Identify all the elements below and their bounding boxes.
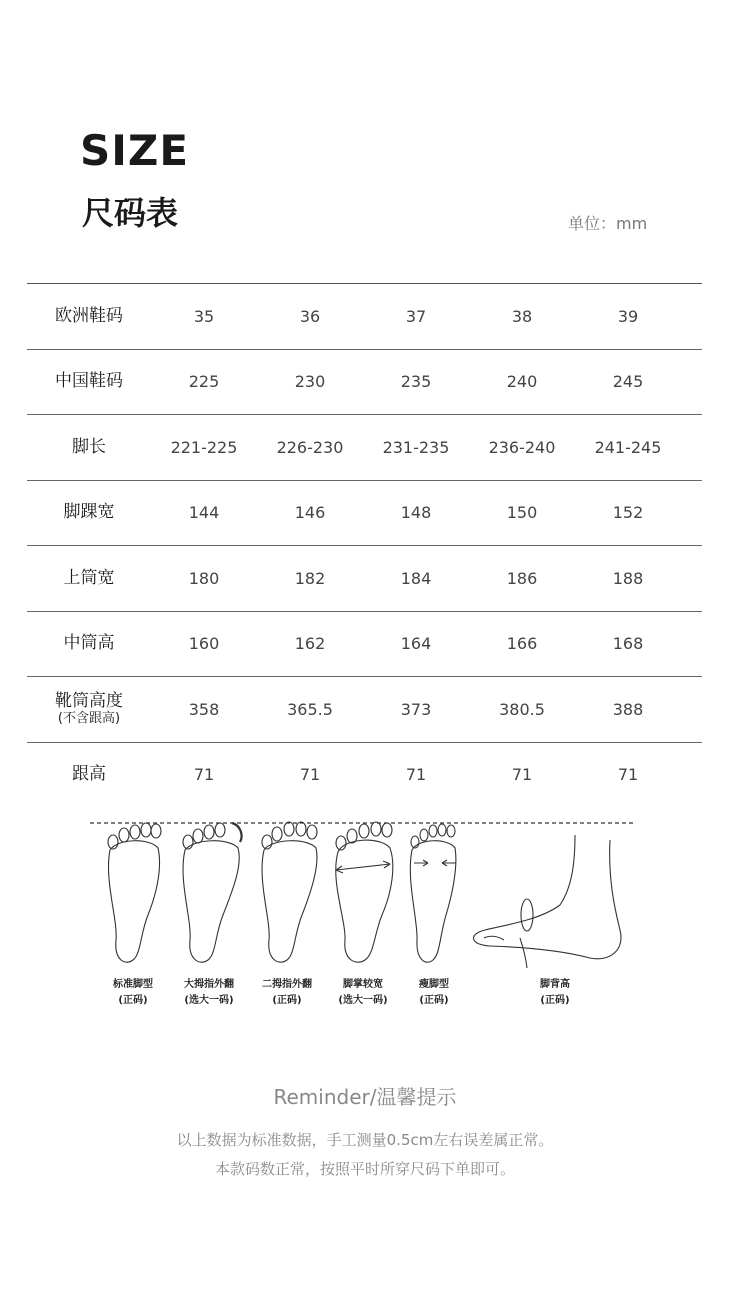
foot-name: 二拇指外翻 xyxy=(262,979,312,990)
foot-note: (正码) xyxy=(118,995,148,1006)
table-cell: 231-235 xyxy=(382,437,450,457)
table-cell: 186 xyxy=(506,568,538,588)
foot-label-slim xyxy=(389,977,479,1009)
table-cell: 226-230 xyxy=(276,437,344,457)
foot-note: (正码) xyxy=(540,995,570,1006)
foot-slim-icon xyxy=(410,824,456,962)
table-row xyxy=(27,284,702,350)
table-row xyxy=(27,481,702,547)
row-label xyxy=(27,692,151,726)
table-cell: 71 xyxy=(193,765,215,785)
table-cell: 380.5 xyxy=(499,699,545,719)
unit-label: 单位：mm xyxy=(568,214,648,233)
table-row xyxy=(27,350,702,416)
table-cell: 39 xyxy=(617,306,639,326)
table-row xyxy=(27,612,702,678)
row-label: 欧洲鞋码 xyxy=(55,305,123,326)
table-cell: 146 xyxy=(294,503,326,523)
foot-wide-icon xyxy=(336,822,393,962)
table-cell: 180 xyxy=(188,568,220,588)
row-label-main: 靴筒高度 xyxy=(55,691,123,712)
table-cell: 230 xyxy=(294,372,326,392)
table-cell: 168 xyxy=(612,634,644,654)
table-cell: 358 xyxy=(188,699,220,719)
table-cell: 162 xyxy=(294,634,326,654)
table-cell: 160 xyxy=(188,634,220,654)
table-cell: 241-245 xyxy=(594,437,662,457)
foot-name: 大拇指外翻 xyxy=(184,979,234,990)
table-row xyxy=(27,546,702,612)
reminder-title: Reminder/温馨提示 xyxy=(273,1085,457,1109)
foot-name: 脚掌较宽 xyxy=(343,979,383,990)
table-cell: 240 xyxy=(506,372,538,392)
table-cell: 182 xyxy=(294,568,326,588)
page-title-cn: 尺码表 xyxy=(82,194,179,232)
foot-name: 脚背高 xyxy=(540,979,570,990)
table-cell: 245 xyxy=(612,372,644,392)
table-row xyxy=(27,677,702,743)
table-cell: 71 xyxy=(405,765,427,785)
table-cell: 225 xyxy=(188,372,220,392)
foot-high-instep-icon xyxy=(474,835,621,968)
foot-note: (正码) xyxy=(419,995,449,1006)
table-cell: 221-225 xyxy=(170,437,238,457)
row-label: 脚踝宽 xyxy=(63,502,115,523)
foot-label-bunion xyxy=(164,977,254,1009)
table-cell: 188 xyxy=(612,568,644,588)
table-cell: 71 xyxy=(299,765,321,785)
foot-standard-icon xyxy=(108,823,161,962)
foot-types-illustration xyxy=(0,810,730,980)
table-cell: 235 xyxy=(400,372,432,392)
row-label: 中国鞋码 xyxy=(55,371,123,392)
row-label: 跟高 xyxy=(72,764,106,785)
size-table xyxy=(27,283,702,807)
foot-note: (选大一码) xyxy=(338,995,388,1006)
table-row xyxy=(27,415,702,481)
reminder-line-2: 本款码数正常，按照平时所穿尺码下单即可。 xyxy=(214,1160,515,1178)
page-title-en: SIZE xyxy=(80,126,190,175)
table-cell: 150 xyxy=(506,503,538,523)
table-cell: 365.5 xyxy=(287,699,333,719)
foot-note: (选大一码) xyxy=(184,995,234,1006)
table-cell: 184 xyxy=(400,568,432,588)
row-label-sub: (不含跟高) xyxy=(57,711,121,727)
foot-bunion-icon xyxy=(183,823,242,962)
table-cell: 388 xyxy=(612,699,644,719)
table-cell: 164 xyxy=(400,634,432,654)
table-row xyxy=(27,743,702,808)
table-cell: 71 xyxy=(617,765,639,785)
table-cell: 38 xyxy=(511,306,533,326)
foot-name: 瘦脚型 xyxy=(419,979,449,990)
table-cell: 35 xyxy=(193,306,215,326)
table-cell: 236-240 xyxy=(488,437,556,457)
table-cell: 166 xyxy=(506,634,538,654)
table-cell: 152 xyxy=(612,503,644,523)
foot-note: (正码) xyxy=(272,995,302,1006)
table-cell: 71 xyxy=(511,765,533,785)
table-cell: 148 xyxy=(400,503,432,523)
foot-second-toe-icon xyxy=(262,822,317,962)
table-cell: 373 xyxy=(400,699,432,719)
row-label: 脚长 xyxy=(72,436,106,457)
reminder-line-1: 以上数据为标准数据，手工测量0.5cm左右误差属正常。 xyxy=(176,1131,554,1149)
row-label: 上筒宽 xyxy=(63,567,115,588)
table-cell: 37 xyxy=(405,306,427,326)
row-label: 中筒高 xyxy=(63,633,115,654)
foot-label-high-instep xyxy=(510,977,600,1009)
table-cell: 36 xyxy=(299,306,321,326)
foot-name: 标准脚型 xyxy=(113,979,153,990)
table-cell: 144 xyxy=(188,503,220,523)
